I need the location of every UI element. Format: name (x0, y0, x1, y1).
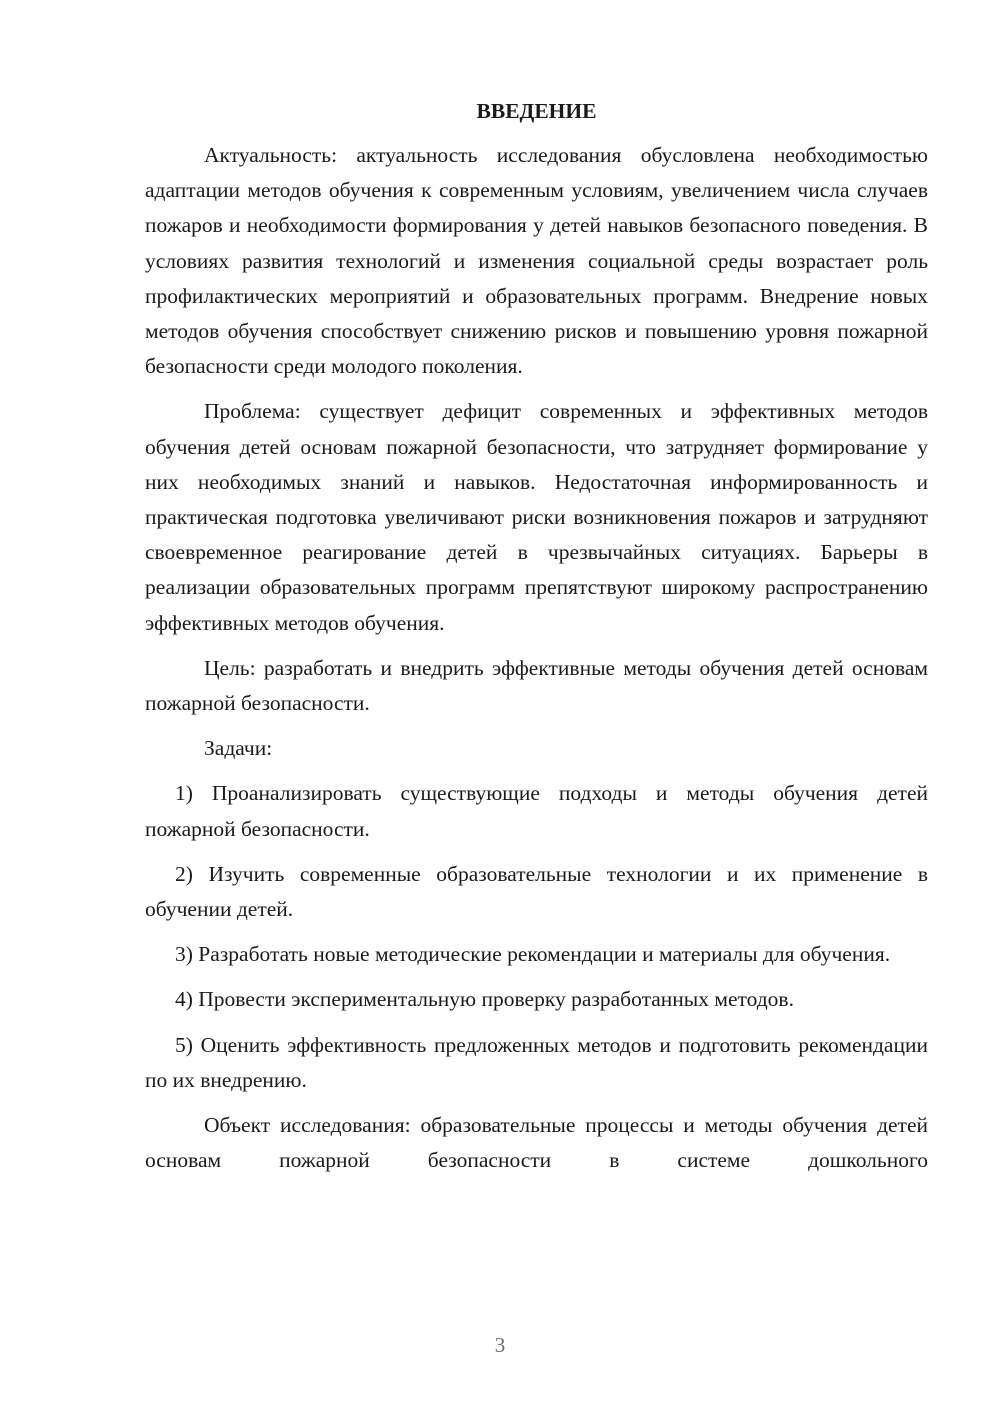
page-number: 3 (494, 1333, 506, 1357)
task-item-1: 1) Проанализировать существующие подходы и методы обучения детей пожарной безопасности. (145, 781, 928, 841)
task-item-4: 4) Провести экспериментальную проверку разработанных методов. (175, 987, 794, 1012)
task-item-2: 2) Изучить современные образовательные технологии и их применение в обучении детей. (145, 861, 928, 922)
task-item-5: 5) Оценить эффективность предложенных методов и подготовить рекомендации по их внедрению. (145, 1032, 928, 1092)
problem-paragraph: Проблема: существует дефицит современных и эффективных методов обучения детей основам пожарной безопасности, что затрудняет формирование у них необходимых знаний и навыков. Недостаточная информированность и практическая подготовка увеличивают риски возникновения пожаров и затрудняют своевременное реагирование детей в чрезвычайных ситуациях. Барьеры в реализации образовательных программ препятствуют широкому распространению эффективных методов обучения. (145, 399, 928, 635)
section-heading: ВВЕДЕНИЕ (476, 99, 597, 123)
object-paragraph: Объект исследования: образовательные процессы и методы обучения детей основам пожарной безопасности в системе дошкольного (145, 1113, 928, 1173)
relevance-paragraph: Актуальность: актуальность исследования обусловлена необходимостью адаптации методов обучения к современным условиям, увеличением числа случаев пожаров и необходимости формирования у детей навыков безопасного поведения. В условиях развития технологий и изменения социальной среды возрастает роль профилактических мероприятий и образовательных программ. Внедрение новых методов обучения способствует снижению рисков и повышению уровня пожарной безопасности среди молодого поколения. (145, 143, 928, 379)
document-page (145, 92, 928, 1178)
task-item-3: 3) Разработать новые методические рекомендации и материалы для обучения. (175, 942, 891, 967)
tasks-label: Задачи: (204, 736, 273, 761)
goal-paragraph: Цель: разработать и внедрить эффективные методы обучения детей основам пожарной безопасности. (145, 655, 928, 716)
